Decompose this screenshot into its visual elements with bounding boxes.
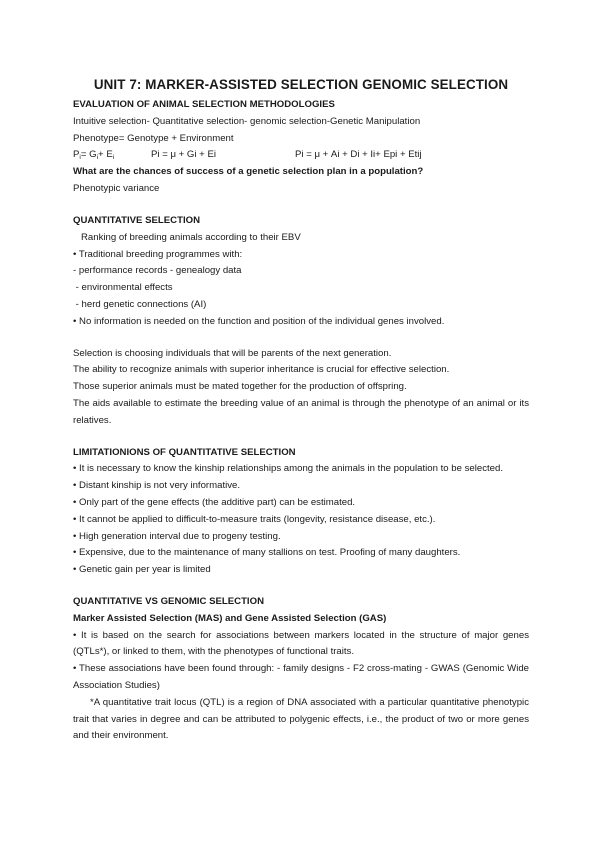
limitations-heading: LIMITATIONIONS OF QUANTITATIVE SELECTION xyxy=(73,446,296,458)
formula-mean-model: Pi = μ + Gi + Ei xyxy=(151,149,216,161)
list-item: Ranking of breeding animals according to their EBV xyxy=(81,231,301,243)
list-item: • Expensive, due to the maintenance of many stallions on test. Proofing of many daughters. xyxy=(73,547,461,559)
quantitative-heading: QUANTITATIVE SELECTION xyxy=(73,214,201,226)
list-item: • Distant kinship is not very informative. xyxy=(73,480,241,492)
mas-gas-subheading: Marker Assisted Selection (MAS) and Gene Assisted Selection (GAS) xyxy=(73,612,387,624)
paragraph-line: The ability to recognize animals with superior inheritance is crucial for effective selection. xyxy=(73,364,450,376)
list-item: - environmental effects xyxy=(73,282,173,294)
list-item: • High generation interval due to progeny testing. xyxy=(73,530,281,542)
quant-vs-genomic-heading: QUANTITATIVE VS GENOMIC SELECTION xyxy=(73,595,264,607)
list-item: • No information is needed on the function and position of the individual genes involved. xyxy=(73,315,445,327)
paragraph-line: The aids available to estimate the breeding value of an animal is through the phenotype of an animal or its relatives. xyxy=(73,397,529,426)
list-item: • Only part of the gene effects (the additive part) can be estimated. xyxy=(73,496,356,508)
list-item: • These associations have been found through: - family designs - F2 cross-mating - GWAS (Genomic Wide Association Studies) xyxy=(73,663,529,691)
formula-row xyxy=(73,147,529,164)
list-item: • It is necessary to know the kinship relationships among the animals in the population to be selected. xyxy=(73,463,503,475)
formula-full-model: Pi = μ + Ai + Di + Ii+ Epi + Etij xyxy=(295,149,422,161)
paragraph-line: Selection is choosing individuals that will be parents of the next generation. xyxy=(73,347,392,359)
list-item: • Genetic gain per year is limited xyxy=(73,564,211,576)
selection-types-line: Intuitive selection- Quantitative selection- genomic selection-Genetic Manipulation xyxy=(73,115,421,127)
evaluation-heading: EVALUATION OF ANIMAL SELECTION METHODOLOGIES xyxy=(73,99,335,110)
list-item: - herd genetic connections (AI) xyxy=(73,298,207,310)
phenotype-equation: Phenotype= Genotype + Environment xyxy=(73,132,234,144)
document-content xyxy=(73,76,529,745)
qtl-footnote: *A quantitative trait locus (QTL) is a region of DNA associated with a particular quantitative phenotypic trait that varies in degree and can be attributed to polygenic effects, i.e., the product of two or more genes and their environment. xyxy=(73,696,529,742)
list-item: • It is based on the search for associations between markers located in the structure of major genes (QTLs*), or linked to them, with the phenotypes of functional traits. xyxy=(73,629,529,658)
success-answer: Phenotypic variance xyxy=(73,183,160,195)
list-item: • It cannot be applied to difficult-to-measure traits (longevity, resistance disease, etc.). xyxy=(73,513,436,525)
formula-basic: $P_i= G_i+ E_i$ xyxy=(73,149,115,162)
list-item: - performance records - genealogy data xyxy=(73,265,242,277)
paragraph-line: Those superior animals must be mated together for the production of offspring. xyxy=(73,381,407,393)
page-title: UNIT 7: MARKER-ASSISTED SELECTION GENOMIC SELECTION xyxy=(93,77,509,92)
success-question: What are the chances of success of a genetic selection plan in a population? xyxy=(73,166,424,178)
list-item: • Traditional breeding programmes with: xyxy=(73,248,243,260)
